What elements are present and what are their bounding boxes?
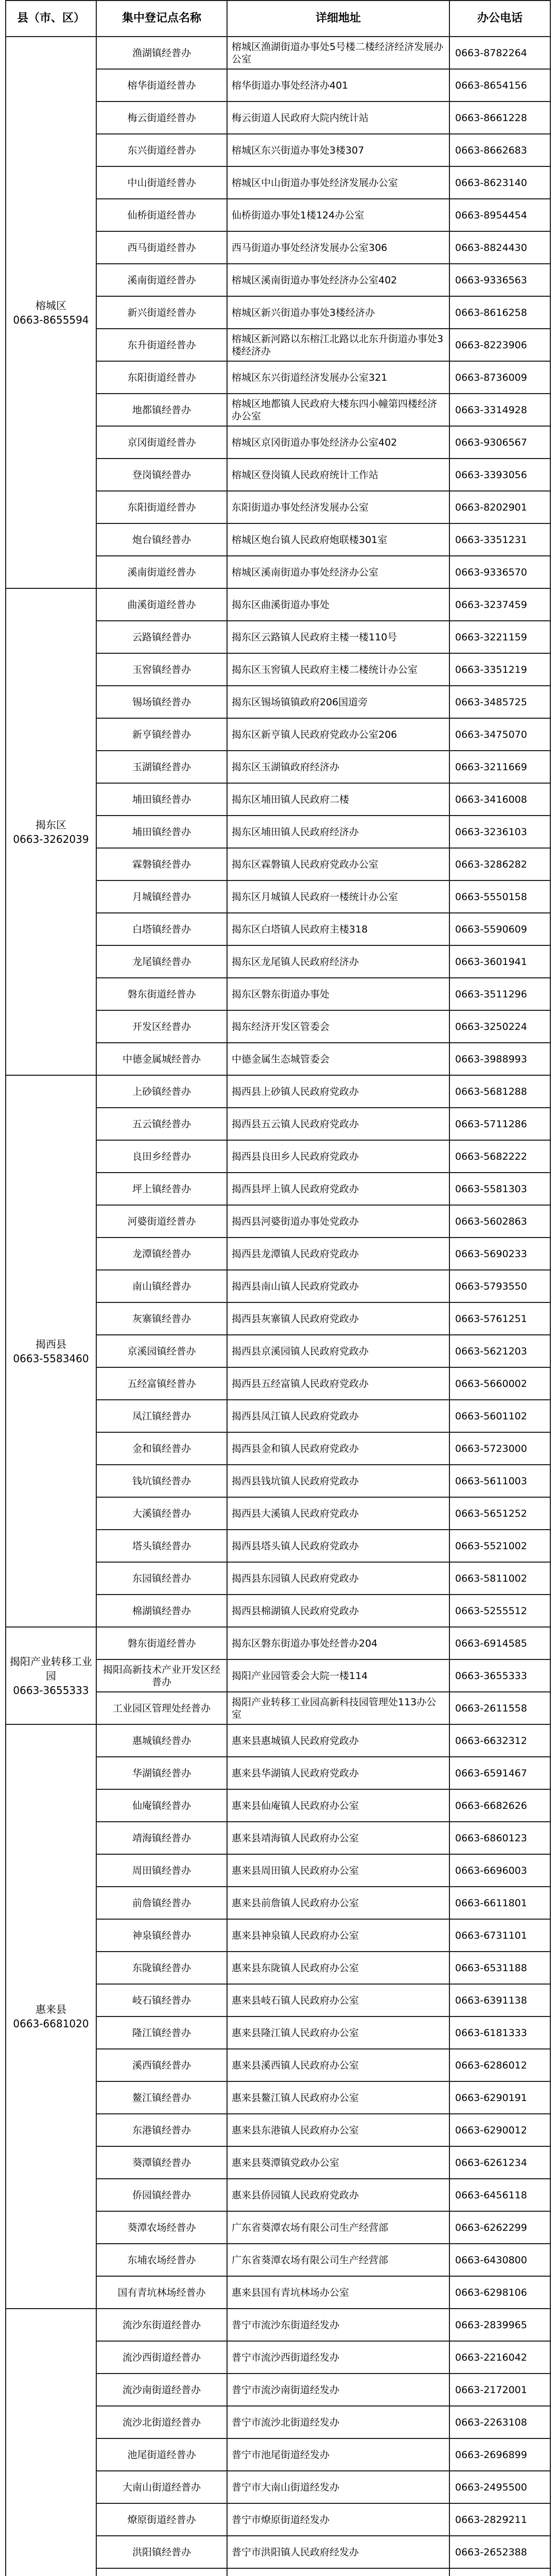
address-cell: 榕城区溪南街道办事处经济办公室 [227, 556, 449, 588]
office-name-cell: 梅云街道经普办 [96, 101, 227, 134]
address-cell: 揭西县五云镇人民政府党政办 [227, 1108, 449, 1140]
office-name-cell: 南山镇经普办 [96, 1270, 227, 1302]
office-name-cell: 上砂镇经普办 [96, 1075, 227, 1108]
address-cell: 揭东区玉湖镇政府经济办 [227, 751, 449, 783]
phone-cell: 0663-6914585 [449, 1627, 550, 1659]
phone-cell: 0663-9336563 [449, 264, 550, 296]
phone-cell: 0663-2172001 [449, 2374, 550, 2406]
address-cell: 惠来县隆江镇人民政府办公室 [227, 2016, 449, 2049]
office-name-cell: 溪南街道经普办 [96, 264, 227, 296]
phone-cell: 0663-2216042 [449, 2341, 550, 2374]
phone-cell: 0663-5521002 [449, 1530, 550, 1562]
table-row [6, 1627, 550, 1659]
address-cell: 榕城区新兴街道办事处3楼经济办 [227, 296, 449, 329]
phone-cell: 0663-9306567 [449, 426, 550, 459]
office-name-cell: 塔头镇经普办 [96, 1530, 227, 1562]
phone-cell: 0663-6860123 [449, 1822, 550, 1854]
office-name-cell: 靖海镇经普办 [96, 1822, 227, 1854]
office-name-cell: 金和镇经普办 [96, 1432, 227, 1465]
address-cell: 惠来县葵潭镇党政办公室 [227, 2146, 449, 2179]
office-name-cell: 东升街道经普办 [96, 329, 227, 361]
phone-cell: 0663-3237459 [449, 588, 550, 621]
address-cell: 揭西县塔头镇人民政府党政办 [227, 1530, 449, 1562]
office-name-cell: 五经富镇经普办 [96, 1367, 227, 1400]
office-name-cell: 玉窖镇经普办 [96, 653, 227, 686]
office-name-cell: 东陇镇经普办 [96, 1952, 227, 1984]
phone-cell: 0663-5711286 [449, 1108, 550, 1140]
office-name-cell: 河婆街道经普办 [96, 1205, 227, 1238]
office-name-cell: 地都镇经普办 [96, 394, 227, 426]
office-name-cell: 葵潭农场经普办 [96, 2211, 227, 2244]
phone-cell [449, 2568, 550, 2576]
office-name-cell: 溪南街道经普办 [96, 556, 227, 588]
address-cell: 揭东经济开发区管委会 [227, 1010, 449, 1043]
table-row [6, 37, 550, 69]
address-cell: 普宁市池尾街道经发办 [227, 2438, 449, 2471]
header-address: 详细地址 [227, 1, 449, 37]
address-cell: 揭西县金和镇人民政府党政办 [227, 1432, 449, 1465]
header-row [6, 1, 550, 37]
address-cell: 揭西县良田乡人民政府党政办 [227, 1140, 449, 1173]
phone-cell: 0663-6298106 [449, 2276, 550, 2309]
office-name-cell: 渔湖镇经普办 [96, 37, 227, 69]
address-cell: 揭西县东园镇人民政府党政办 [227, 1562, 449, 1595]
address-cell: 揭东区磐东街道办事处经普办204 [227, 1627, 449, 1659]
phone-cell: 0663-3236103 [449, 816, 550, 848]
phone-cell: 0663-8654156 [449, 69, 550, 101]
address-cell: 揭东区新亨镇人民政府党政办公室206 [227, 718, 449, 751]
office-name-cell: 埔田镇经普办 [96, 783, 227, 816]
address-cell: 揭阳产业园管委会大院一楼114 [227, 1659, 449, 1692]
office-name-cell: 京溪园镇经普办 [96, 1335, 227, 1367]
phone-cell: 0663-5255512 [449, 1595, 550, 1627]
office-name-cell: 新亨镇经普办 [96, 718, 227, 751]
office-name-cell: 东阳街道经普办 [96, 361, 227, 394]
address-cell: 揭西县五经富镇人民政府党政办 [227, 1367, 449, 1400]
address-cell: 惠来县仙庵镇人民政府办公室 [227, 1789, 449, 1822]
phone-cell: 0663-2495500 [449, 2471, 550, 2503]
address-cell: 普宁市洪阳镇人民政府经发办 [227, 2536, 449, 2568]
address-cell: 榕城区溪南街道办事处经济办公室402 [227, 264, 449, 296]
address-cell: 惠来县神泉镇人民政府办公室 [227, 1919, 449, 1952]
office-name-cell: 仙桥街道经普办 [96, 199, 227, 231]
region-name: 揭西县 [36, 1337, 66, 1350]
region-name: 揭阳产业转移工业园 [10, 1655, 92, 1682]
phone-cell: 0663-8736009 [449, 361, 550, 394]
office-name-cell: 西马街道经普办 [96, 231, 227, 264]
office-name-cell: 溪西镇经普办 [96, 2049, 227, 2081]
region-name: 惠来县 [36, 2003, 66, 2015]
phone-cell: 0663-6286012 [449, 2049, 550, 2081]
phone-cell: 0663-8202901 [449, 491, 550, 523]
region-cell [6, 1075, 96, 1627]
phone-cell: 0663-6531188 [449, 1952, 550, 1984]
phone-cell: 0663-5690233 [449, 1238, 550, 1270]
phone-cell: 0663-8782264 [449, 37, 550, 69]
phone-cell: 0663-8954454 [449, 199, 550, 231]
address-cell: 惠来县国有青坑林场办公室 [227, 2276, 449, 2309]
phone-cell: 0663-6731101 [449, 1919, 550, 1952]
address-cell: 东阳街道办事处经济发展办公室 [227, 491, 449, 523]
region-cell [6, 1627, 96, 1724]
office-name-cell: 隆江镇经普办 [96, 2016, 227, 2049]
office-name-cell: 流沙南街道经普办 [96, 2374, 227, 2406]
phone-cell: 0663-3416008 [449, 783, 550, 816]
office-name-cell: 曲溪街道经普办 [96, 588, 227, 621]
office-name-cell: 五云镇经普办 [96, 1108, 227, 1140]
office-name-cell: 侨园镇经普办 [96, 2179, 227, 2211]
office-name-cell: 磐东街道经普办 [96, 1627, 227, 1659]
header-region: 县（市、区） [6, 1, 96, 37]
phone-cell: 0663-2611558 [449, 1692, 550, 1724]
office-name-cell: 东埔农场经普办 [96, 2244, 227, 2276]
phone-cell: 0663-6262299 [449, 2211, 550, 2244]
phone-cell: 0663-5682222 [449, 1140, 550, 1173]
phone-cell: 0663-3485725 [449, 686, 550, 718]
office-name-cell: 中德金属城经普办 [96, 1043, 227, 1075]
office-name-cell: 炮台镇经普办 [96, 523, 227, 556]
table-row [6, 1075, 550, 1108]
office-name-cell: 灰寨镇经普办 [96, 1302, 227, 1335]
office-name-cell: 仙庵镇经普办 [96, 1789, 227, 1822]
address-cell: 揭东区玉窖镇人民政府主楼二楼统计办公室 [227, 653, 449, 686]
table-row [6, 588, 550, 621]
office-name-cell: 周田镇经普办 [96, 1854, 227, 1887]
address-cell: 惠来县华湖镇人民政府党政办 [227, 1757, 449, 1789]
address-cell: 揭西县京溪园镇人民政府党政办 [227, 1335, 449, 1367]
phone-cell: 0663-5651252 [449, 1497, 550, 1530]
address-cell: 揭西县灰寨镇人民政府党政办 [227, 1302, 449, 1335]
office-name-cell: 锡场镇经普办 [96, 686, 227, 718]
address-cell: 惠来县周田镇人民政府办公室 [227, 1854, 449, 1887]
office-name-cell: 磐东街道经普办 [96, 978, 227, 1010]
phone-cell: 0663-5761251 [449, 1302, 550, 1335]
phone-cell: 0663-5621203 [449, 1335, 550, 1367]
phone-cell: 0663-6430800 [449, 2244, 550, 2276]
address-cell: 榕城区东兴街道经济发展办公室321 [227, 361, 449, 394]
office-name-cell: 鳌江镇经普办 [96, 2081, 227, 2114]
phone-cell: 0663-8623140 [449, 166, 550, 199]
address-cell: 揭东区霖磐镇人民政府党政办公室 [227, 848, 449, 880]
address-cell: 揭西县钱坑镇人民政府党政办 [227, 1465, 449, 1497]
office-name-cell: 凤江镇经普办 [96, 1400, 227, 1432]
phone-cell: 0663-6611801 [449, 1887, 550, 1919]
region-phone: 0663-3655333 [13, 1684, 89, 1697]
office-name-cell: 国有青坑林场经普办 [96, 2276, 227, 2309]
region-phone: 0663-6681020 [13, 2018, 89, 2030]
office-name-cell: 中山街道经普办 [96, 166, 227, 199]
office-name-cell: 钱坑镇经普办 [96, 1465, 227, 1497]
phone-cell: 0663-6456118 [449, 2179, 550, 2211]
address-cell: 揭东区龙尾镇人民政府经济办 [227, 945, 449, 978]
phone-cell: 0663-3351231 [449, 523, 550, 556]
table-row [6, 2309, 550, 2341]
address-cell: 榕城区地都镇人民政府大楼东四小幢第四楼经济办公室 [227, 394, 449, 426]
phone-cell: 0663-2652388 [449, 2536, 550, 2568]
phone-cell: 0663-3655333 [449, 1659, 550, 1692]
office-name-cell: 京冈街道经普办 [96, 426, 227, 459]
address-cell: 揭东区白塔镇人民政府主楼318 [227, 913, 449, 945]
address-cell: 普宁市流沙东街道经发办 [227, 2309, 449, 2341]
address-cell: 揭西县龙潭镇人民政府党政办 [227, 1238, 449, 1270]
office-name-cell: 工业园区管理处经普办 [96, 1692, 227, 1724]
office-name-cell: 玉湖镇经普办 [96, 751, 227, 783]
office-name-cell: 揭阳高新技术产业开发区经普办 [96, 1659, 227, 1692]
office-name-cell: 东阳街道经普办 [96, 491, 227, 523]
address-cell: 惠来县靖海镇人民政府办公室 [227, 1822, 449, 1854]
phone-cell: 0663-3475070 [449, 718, 550, 751]
phone-cell: 0663-8616258 [449, 296, 550, 329]
phone-cell: 0663-2263108 [449, 2406, 550, 2438]
office-name-cell: 坪上镇经普办 [96, 1173, 227, 1205]
office-name-cell: 良田乡经普办 [96, 1140, 227, 1173]
address-cell: 榕华街道办事处经济办401 [227, 69, 449, 101]
address-cell: 揭西县凤江镇人民政府党政办 [227, 1400, 449, 1432]
address-cell: 揭东区磐东街道办事处 [227, 978, 449, 1010]
header-phone: 办公电话 [449, 1, 550, 37]
office-name-cell: 燎原街道经普办 [96, 2503, 227, 2536]
address-cell: 榕城区中山街道办事处经济发展办公室 [227, 166, 449, 199]
phone-cell: 0663-5611003 [449, 1465, 550, 1497]
office-name-cell: 惠城镇经普办 [96, 1724, 227, 1757]
office-name-cell: 龙潭镇经普办 [96, 1238, 227, 1270]
office-name-cell: 葵潭镇经普办 [96, 2146, 227, 2179]
phone-cell: 0663-5601102 [449, 1400, 550, 1432]
phone-cell: 0663-6696003 [449, 1854, 550, 1887]
office-name-cell: 登岗镇经普办 [96, 459, 227, 491]
address-cell: 惠来县前詹镇人民政府办公室 [227, 1887, 449, 1919]
phone-cell: 0663-5793550 [449, 1270, 550, 1302]
phone-cell: 0663-6682626 [449, 1789, 550, 1822]
phone-cell: 0663-5590609 [449, 913, 550, 945]
address-cell: 揭东区锡场镇镇政府206国道旁 [227, 686, 449, 718]
address-cell: 惠来县岐石镇人民政府办公室 [227, 1984, 449, 2016]
address-cell: 中德金属生态城管委会 [227, 1043, 449, 1075]
office-name-cell: 东园镇经普办 [96, 1562, 227, 1595]
phone-cell: 0663-8662683 [449, 134, 550, 166]
address-cell: 榕城区东兴街道办事处3楼307 [227, 134, 449, 166]
phone-cell: 0663-3314928 [449, 394, 550, 426]
address-cell: 揭西县大溪镇人民政府党政办 [227, 1497, 449, 1530]
phone-cell: 0663-9336570 [449, 556, 550, 588]
phone-cell: 0663-6632312 [449, 1724, 550, 1757]
address-cell: 揭东区月城镇人民政府一楼统计办公室 [227, 880, 449, 913]
office-name-cell: 龙尾镇经普办 [96, 945, 227, 978]
office-name-cell: 棉湖镇经普办 [96, 1595, 227, 1627]
phone-cell: 0663-3511296 [449, 978, 550, 1010]
address-cell: 揭西县坪上镇人民政府党政办 [227, 1173, 449, 1205]
office-name-cell: 榕华街道经普办 [96, 69, 227, 101]
address-cell: 普宁市流沙北街道经发办 [227, 2406, 449, 2438]
phone-cell: 0663-6261234 [449, 2146, 550, 2179]
phone-cell: 0663-3393056 [449, 459, 550, 491]
office-name-cell: 岐石镇经普办 [96, 1984, 227, 2016]
office-name-cell: 开发区经普办 [96, 1010, 227, 1043]
phone-cell: 0663-6181333 [449, 2016, 550, 2049]
phone-cell: 0663-5660002 [449, 1367, 550, 1400]
phone-cell: 0663-8661228 [449, 101, 550, 134]
office-name-cell: 白塔镇经普办 [96, 913, 227, 945]
address-cell: 惠来县溪西镇人民政府办公室 [227, 2049, 449, 2081]
address-cell: 揭东区曲溪街道办事处 [227, 588, 449, 621]
address-cell: 惠来县东港镇人民政府办公室 [227, 2114, 449, 2146]
phone-cell: 0663-5681288 [449, 1075, 550, 1108]
address-cell: 榕城区渔湖街道办事处5号楼二楼经济经济发展办公室 [227, 37, 449, 69]
address-cell: 普宁市燎原街道经发办 [227, 2503, 449, 2536]
office-name-cell: 洪阳镇经普办 [96, 2536, 227, 2568]
region-cell [6, 37, 96, 588]
region-phone: 0663-5583460 [13, 1352, 89, 1365]
document [5, 0, 551, 2576]
address-cell: 揭西县上砂镇人民政府党政办 [227, 1075, 449, 1108]
address-cell: 梅云街道人民政府大院内统计站 [227, 101, 449, 134]
table-body [6, 37, 550, 2576]
region-name: 榕城区 [36, 299, 66, 312]
phone-cell: 0663-3988993 [449, 1043, 550, 1075]
address-cell: 惠来县东陇镇人民政府办公室 [227, 1952, 449, 1984]
phone-cell: 0663-5581303 [449, 1173, 550, 1205]
phone-cell: 0663-8223906 [449, 329, 550, 361]
office-name-cell: 华湖镇经普办 [96, 1757, 227, 1789]
region-phone: 0663-8655594 [13, 313, 89, 326]
phone-cell: 0663-5602863 [449, 1205, 550, 1238]
phone-cell: 0663-6391138 [449, 1984, 550, 2016]
phone-cell: 0663-2829211 [449, 2503, 550, 2536]
phone-cell: 0663-5723000 [449, 1432, 550, 1465]
office-name-cell: 池尾街道经普办 [96, 2438, 227, 2471]
registration-points-table [5, 0, 551, 2576]
phone-cell: 0663-6290012 [449, 2114, 550, 2146]
address-cell: 榕城区京冈街道办事处经济办公室402 [227, 426, 449, 459]
address-cell: 惠来县鳌江镇人民政府办公室 [227, 2081, 449, 2114]
phone-cell: 0663-2696899 [449, 2438, 550, 2471]
table-row [6, 1724, 550, 1757]
address-cell: 惠来县惠城镇人民政府党政办 [227, 1724, 449, 1757]
office-name-cell: 东港镇经普办 [96, 2114, 227, 2146]
office-name-cell: 霖磐镇经普办 [96, 848, 227, 880]
phone-cell: 0663-8824430 [449, 231, 550, 264]
address-cell: 揭东区云路镇人民政府主楼一楼110号 [227, 621, 449, 653]
phone-cell: 0663-3351219 [449, 653, 550, 686]
office-name-cell: 大南山街道经普办 [96, 2471, 227, 2503]
address-cell: 广东省葵潭农场有限公司生产经营部 [227, 2211, 449, 2244]
address-cell: 揭阳产业转移工业园高新科技园管理处113办公室 [227, 1692, 449, 1724]
address-cell: 惠来县侨园镇人民政府党政办 [227, 2179, 449, 2211]
address-cell: 榕城区炮台镇人民政府炮联楼301室 [227, 523, 449, 556]
office-name-cell: 月城镇经普办 [96, 880, 227, 913]
phone-cell: 0663-3250224 [449, 1010, 550, 1043]
office-name-cell: 东兴街道经普办 [96, 134, 227, 166]
phone-cell: 0663-6591467 [449, 1757, 550, 1789]
region-cell [6, 2309, 96, 2576]
office-name-cell: 流沙北街道经普办 [96, 2406, 227, 2438]
phone-cell: 0663-5811002 [449, 1562, 550, 1595]
phone-cell: 0663-3211669 [449, 751, 550, 783]
office-name-cell: 流沙东街道经普办 [96, 2309, 227, 2341]
address-cell: 普宁市流沙南街道经发办 [227, 2374, 449, 2406]
address-cell: 仙桥街道办事处1楼124办公室 [227, 199, 449, 231]
address-cell: 揭西县棉湖镇人民政府党政办 [227, 1595, 449, 1627]
address-cell: 榕城区登岗镇人民政府统计工作站 [227, 459, 449, 491]
office-name-cell: 大溪镇经普办 [96, 1497, 227, 1530]
office-name-cell: 新兴街道经普办 [96, 296, 227, 329]
region-phone: 0663-3262039 [13, 833, 89, 845]
region-cell [6, 1724, 96, 2309]
phone-cell: 0663-3286282 [449, 848, 550, 880]
region-name: 揭东区 [36, 818, 66, 831]
address-cell: 揭西县河婆街道办事处党政办 [227, 1205, 449, 1238]
address-cell: 揭东区埔田镇人民政府二楼 [227, 783, 449, 816]
address-cell [227, 2568, 449, 2576]
address-cell: 普宁市大南山街道经发办 [227, 2471, 449, 2503]
address-cell: 广东省葵潭农场有限公司生产经营部 [227, 2244, 449, 2276]
phone-cell: 0663-2839965 [449, 2309, 550, 2341]
phone-cell: 0663-6290191 [449, 2081, 550, 2114]
office-name-cell: 流沙西街道经普办 [96, 2341, 227, 2374]
address-cell: 普宁市流沙西街道经发办 [227, 2341, 449, 2374]
office-name-cell: 埔田镇经普办 [96, 816, 227, 848]
region-cell [6, 588, 96, 1075]
office-name-cell: 云路镇经普办 [96, 621, 227, 653]
office-name-cell: 神泉镇经普办 [96, 1919, 227, 1952]
address-cell: 揭西县南山镇人民政府党政办 [227, 1270, 449, 1302]
address-cell: 榕城区新河路以东榕江北路以北东升街道办事处3楼经济办 [227, 329, 449, 361]
office-name-cell [96, 2568, 227, 2576]
address-cell: 揭东区埔田镇人民政府经济办 [227, 816, 449, 848]
phone-cell: 0663-5550158 [449, 880, 550, 913]
address-cell: 西马街道办事处经济发展办公室306 [227, 231, 449, 264]
phone-cell: 0663-3601941 [449, 945, 550, 978]
office-name-cell: 前詹镇经普办 [96, 1887, 227, 1919]
table-header [6, 1, 550, 37]
header-office: 集中登记点名称 [96, 1, 227, 37]
phone-cell: 0663-3221159 [449, 621, 550, 653]
